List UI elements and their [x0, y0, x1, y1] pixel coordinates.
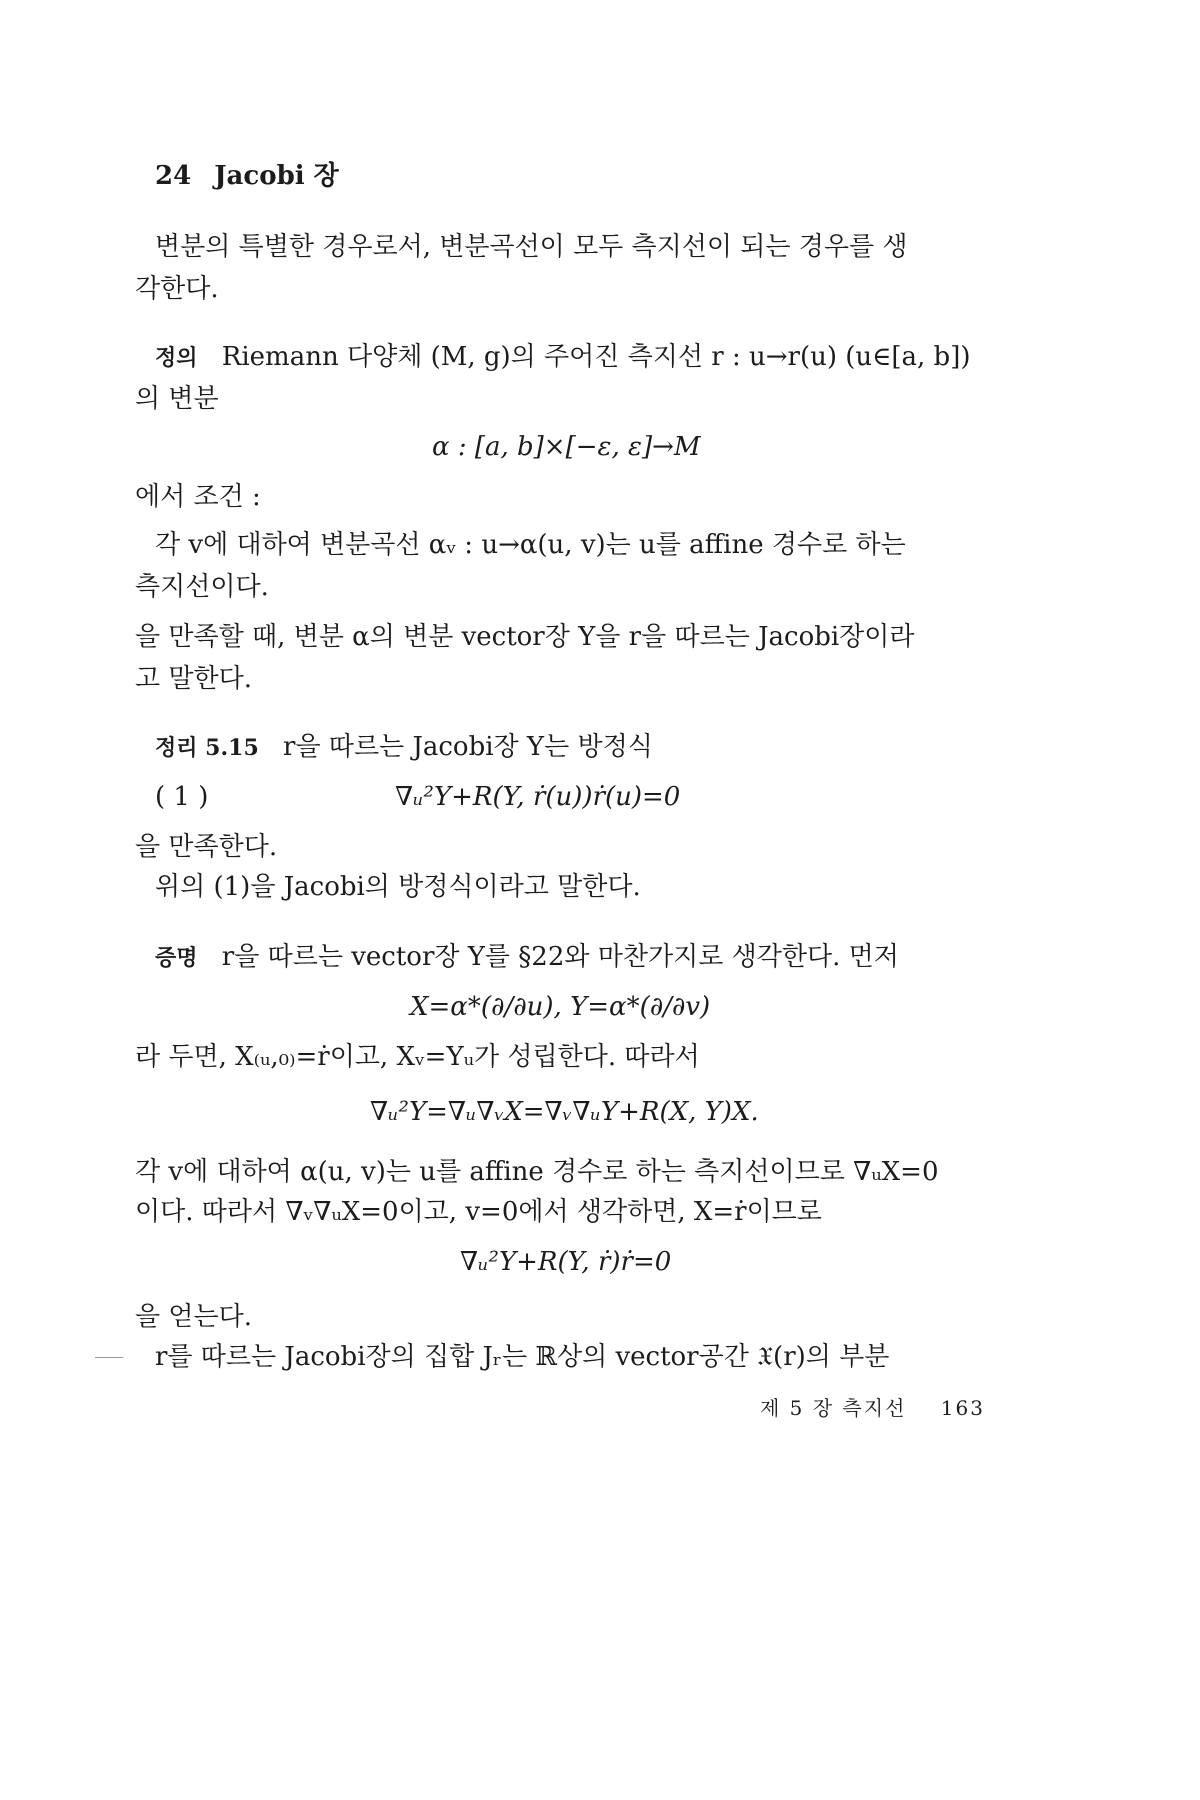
equation-number: ( 1 ) — [155, 782, 209, 812]
proof-equation-3: ∇ᵤ²Y+R(Y, ṙ)ṙ=0 — [460, 1247, 672, 1277]
definition-line-1 — [155, 340, 970, 375]
conclusion-line-2: 고 말한다. — [135, 664, 252, 694]
proof-line-4: 이다. 따라서 ∇ᵥ∇ᵤX=0이고, v=0에서 생각하면, X=ṙ이므로 — [135, 1197, 822, 1227]
chapter-label: 제 5 장 측지선 — [760, 1396, 907, 1420]
page-number: 163 — [940, 1396, 985, 1420]
jacobi-equation: ∇ᵤ²Y+R(Y, ṙ(u))ṙ(u)=0 — [395, 782, 681, 812]
proof-label: 증명 — [155, 945, 198, 971]
definition-line-2: 의 변분 — [135, 384, 219, 414]
proof-line-5: 을 얻는다. — [135, 1302, 252, 1332]
conclusion-line-1: 을 만족할 때, 변분 α의 변분 vector장 Y을 r을 따르는 Jacobi장이라 — [135, 622, 915, 652]
intro-line-1: 변분의 특별한 경우로서, 변분곡선이 모두 측지선이 되는 경우를 생 — [155, 232, 908, 262]
proof-equation-1: X=α*(∂/∂u), Y=α*(∂/∂v) — [410, 992, 711, 1022]
proof-line-3: 각 v에 대하여 α(u, v)는 u를 affine 경수로 하는 측지선이므로 ∇ᵤX=0 — [135, 1157, 939, 1187]
condition-line-2: 측지선이다. — [135, 572, 269, 602]
theorem-line — [155, 730, 653, 765]
definition-formula: α : [a, b]×[−ε, ε]→M — [432, 432, 701, 462]
theorem-label: 정리 5.15 — [155, 735, 259, 761]
theorem-note: 위의 (1)을 Jacobi의 방정식이라고 말한다. — [155, 872, 641, 902]
proof-text-1: r을 따르는 vector장 Y를 §22와 마찬가지로 생각한다. 먼저 — [221, 942, 899, 972]
intro-line-2: 각한다. — [135, 274, 219, 304]
proof-line-2: 라 두면, X₍ᵤ,₀₎=ṙ이고, Xᵥ=Yᵤ가 성립한다. 따라서 — [135, 1042, 700, 1072]
theorem-text: r을 따르는 Jacobi장 Y는 방정식 — [283, 732, 653, 762]
theorem-after: 을 만족한다. — [135, 832, 278, 862]
margin-mark — [95, 1357, 123, 1358]
proof-equation-2: ∇ᵤ²Y=∇ᵤ∇ᵥX=∇ᵥ∇ᵤY+R(X, Y)X. — [370, 1097, 759, 1127]
section-title: Jacobi 장 — [214, 161, 339, 191]
proof-line-6: r를 따르는 Jacobi장의 집합 Jᵣ는 ℝ상의 vector공간 𝔛(r)의 부분 — [155, 1342, 890, 1372]
proof-line-1 — [155, 940, 899, 975]
page-footer — [760, 1392, 985, 1421]
section-heading — [155, 155, 339, 192]
definition-label: 정의 — [155, 345, 198, 371]
definition-text-1: Riemann 다양체 (M, g)의 주어진 측지선 r : u→r(u) (u∈[a, b]) — [221, 342, 971, 372]
section-number: 24 — [155, 161, 192, 191]
condition-line-1: 각 v에 대하여 변분곡선 αᵥ : u→α(u, v)는 u를 affine 경수로 하는 — [155, 530, 906, 560]
condition-intro: 에서 조건 : — [135, 482, 261, 512]
